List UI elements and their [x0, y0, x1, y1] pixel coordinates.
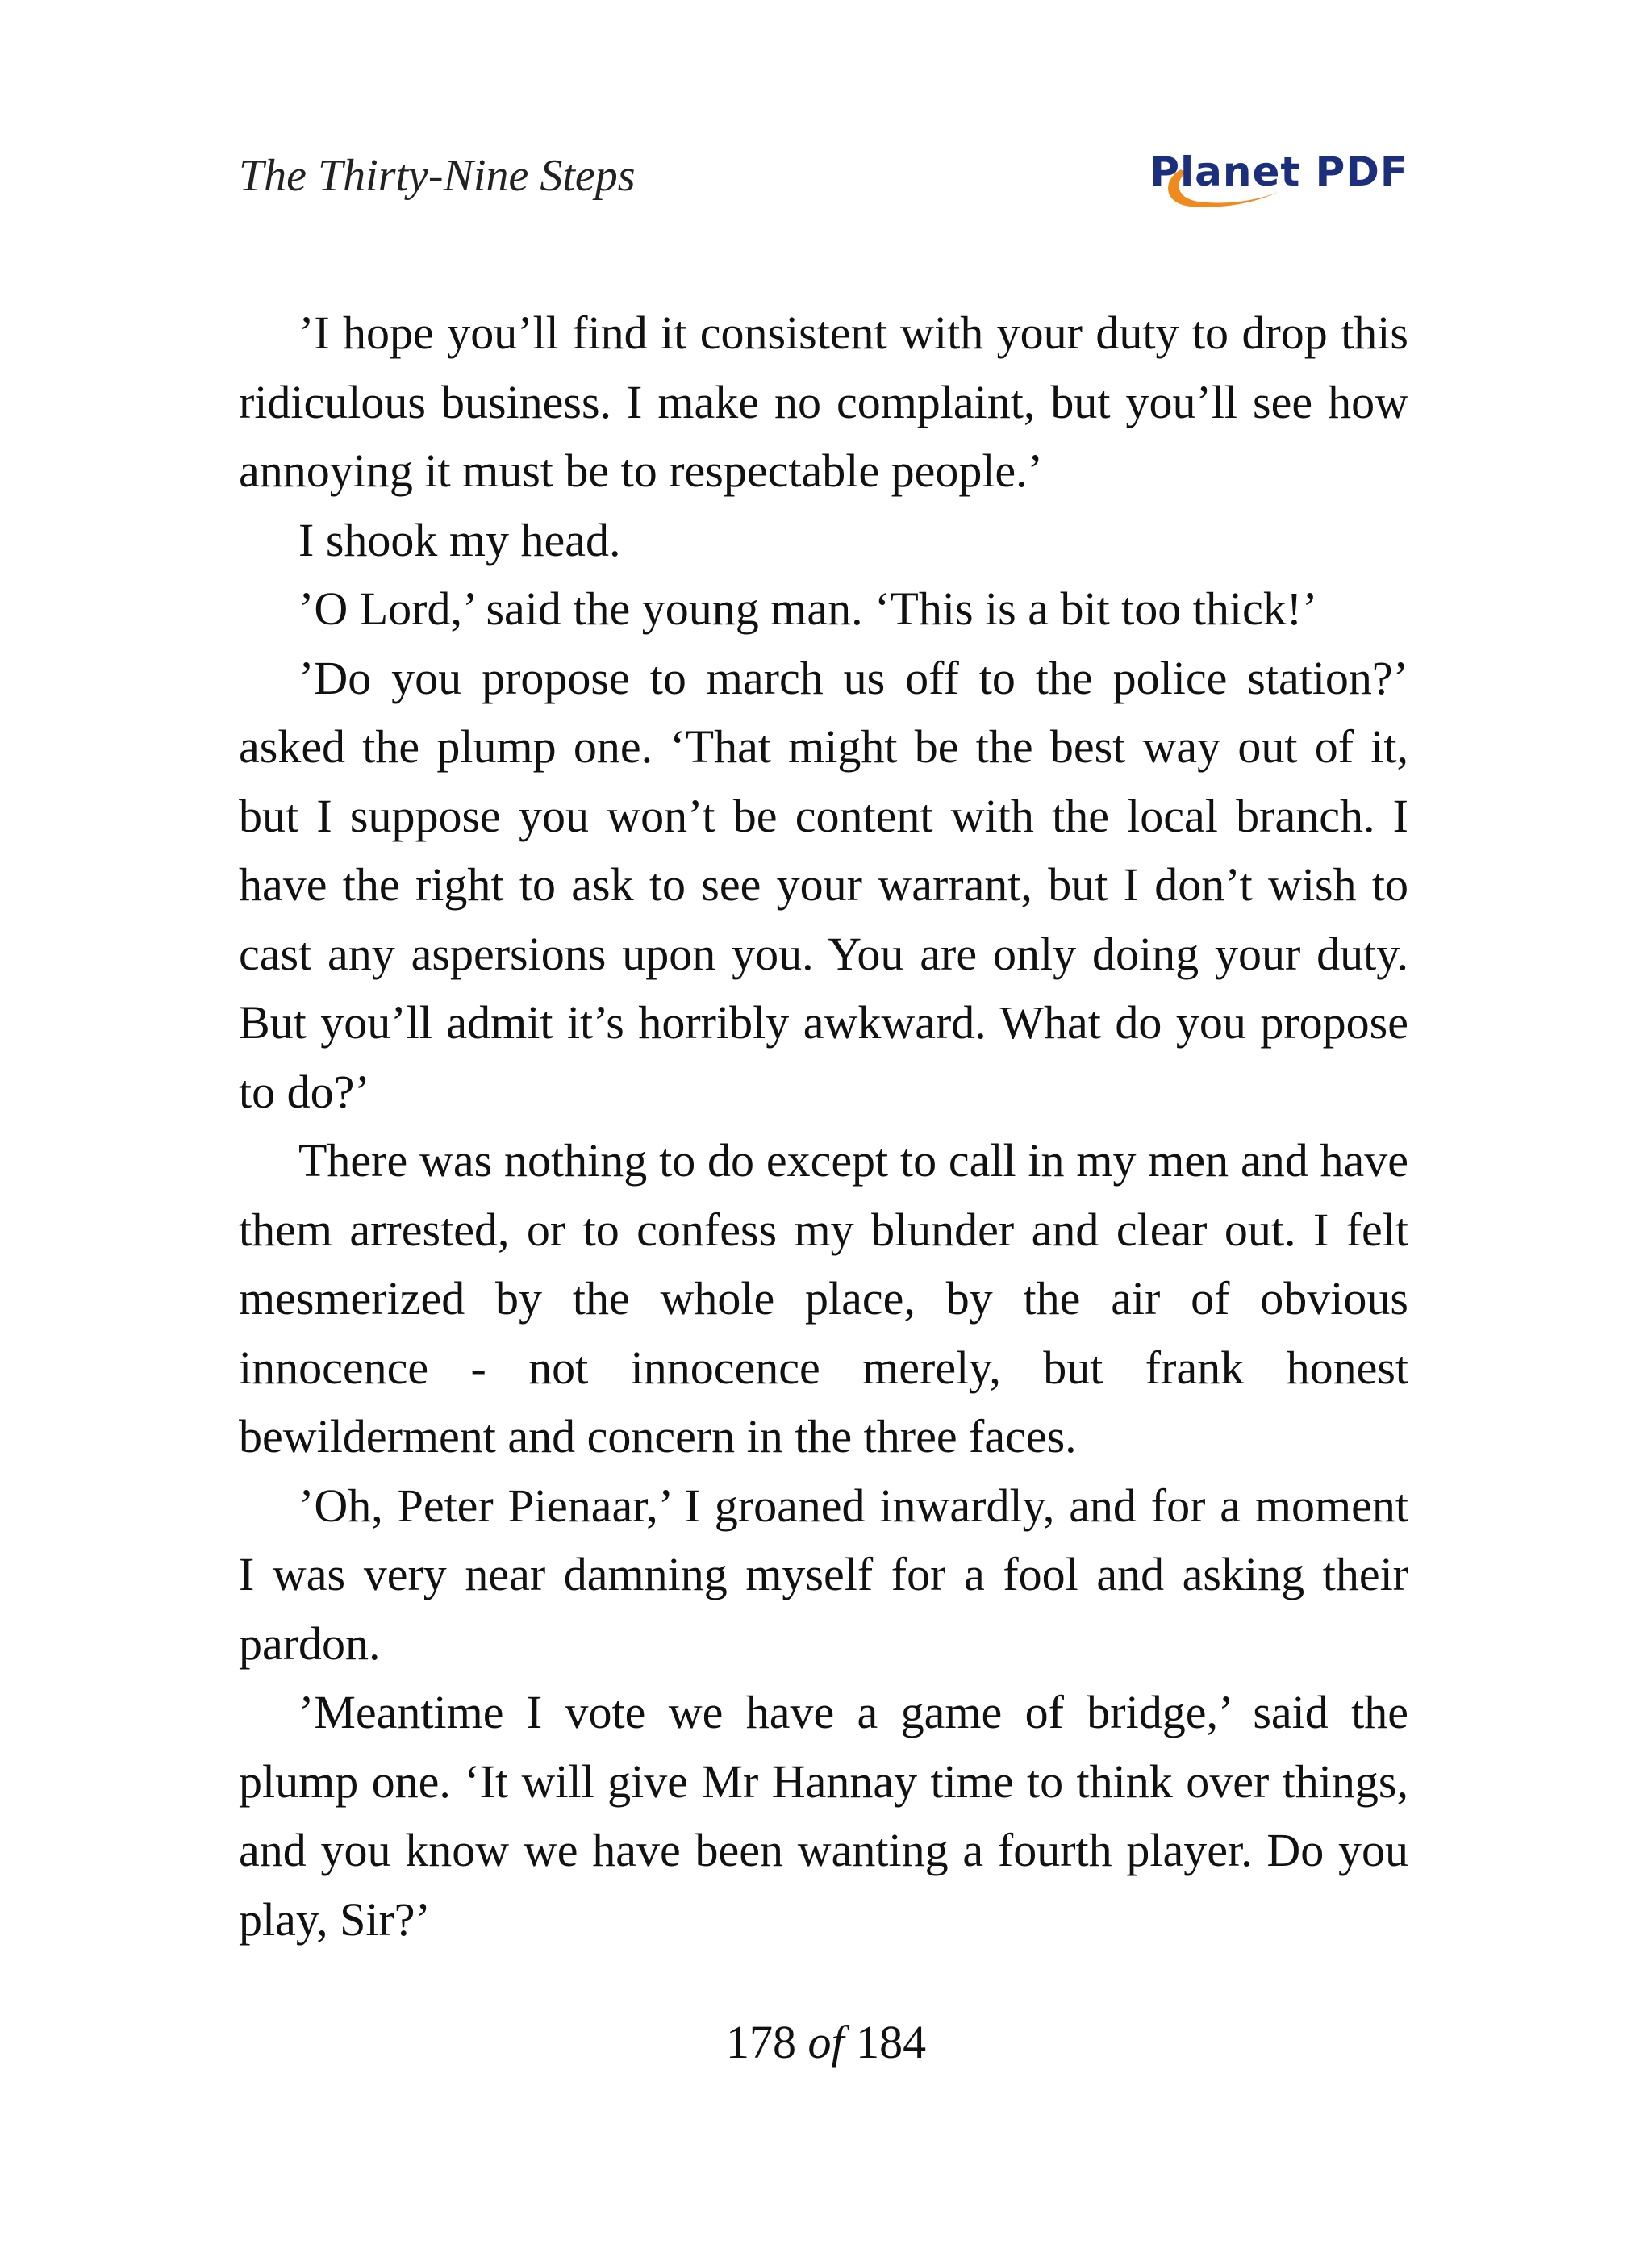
paragraph: ’I hope you’ll find it consistent with your duty to drop this ridiculous business. I make no complaint, but you’ll see how annoying it must be to respectable people.’	[239, 307, 1408, 497]
paragraph: There was nothing to do except to call in my men and have them arrested, or to confess my blunder and clear out. I felt mesmerized by the whole place, by the air of obvious innocence - not innocence merely, but frank honest bewilderment and concern in the three faces.	[239, 1134, 1408, 1462]
paragraph: ’Oh, Peter Pienaar,’ I groaned inwardly, and for a moment I was very near damning myself for a fool and asking their pardon.	[239, 1479, 1408, 1670]
planet-pdf-logo	[1150, 147, 1408, 211]
page-of-word: of	[807, 2016, 845, 2068]
page-number	[0, 2014, 1652, 2071]
current-page-number: 178	[725, 2016, 796, 2068]
paragraph: ’Meantime I vote we have a game of bridge,’ said the plump one. ‘It will give Mr Hannay time to think over things, and you know we have been wanting a fourth player. Do you play, Sir?’	[239, 1686, 1408, 1946]
total-pages-number: 184	[856, 2016, 927, 2068]
logo-text: Planet PDF	[1149, 148, 1408, 195]
page-header	[239, 147, 1408, 211]
paragraph: ’O Lord,’ said the young man. ‘This is a bit too thick!’	[298, 582, 1318, 635]
body-text	[239, 298, 1408, 1954]
paragraph: ’Do you propose to march us off to the police station?’ asked the plump one. ‘That might be the best way out of it, but I suppose you won’t be content with the local branch. I have the right to ask to see your warrant, but I don’t wish to cast any aspersions upon you. You are only doing your duty. But you’ll admit it’s horribly awkward. What do you propose to do?’	[239, 651, 1408, 1118]
book-title: The Thirty-Nine Steps	[239, 151, 636, 201]
paragraph: I shook my head.	[298, 513, 621, 566]
